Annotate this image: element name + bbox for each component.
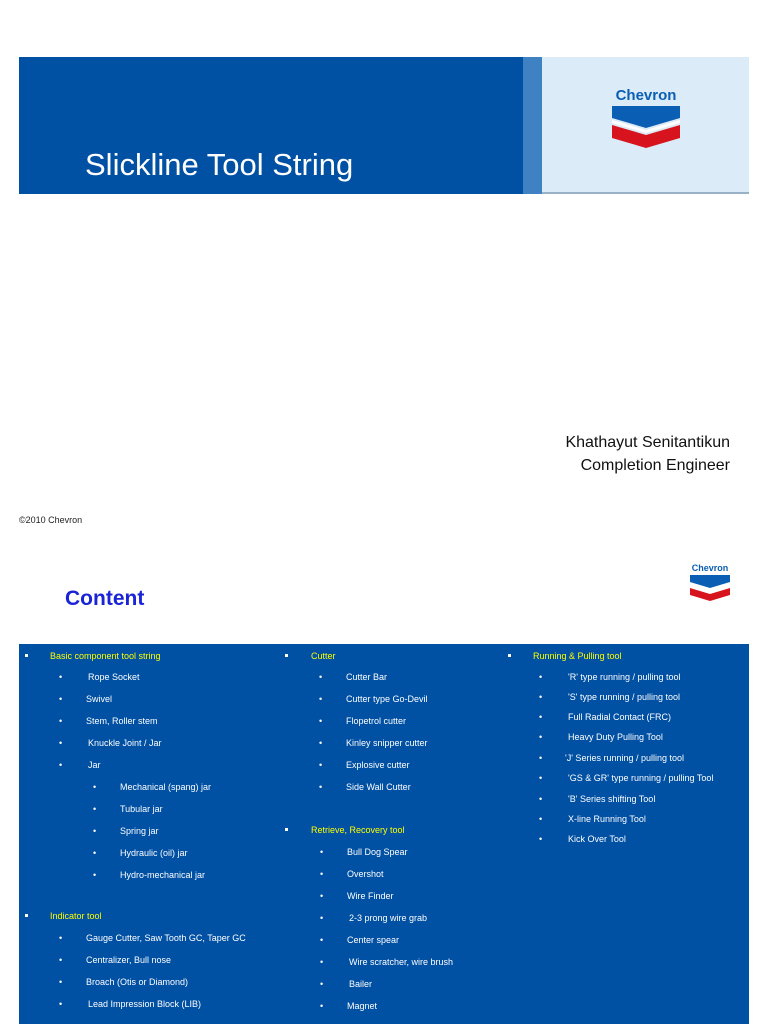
list-item: Kinley snipper cutter — [346, 738, 428, 748]
list-item: Lead Impression Block (LIB) — [88, 999, 202, 1009]
list-item: Spring jar — [120, 826, 159, 836]
list-item: 'GS & GR' type running / pulling Tool — [568, 773, 714, 783]
title-band-accent — [523, 57, 542, 194]
list-item: Gauge Cutter, Saw Tooth GC, Taper GC — [86, 933, 246, 943]
list-item: Explosive cutter — [346, 760, 410, 770]
content-panel — [19, 644, 749, 1024]
chevron-logo-text: Chevron — [615, 87, 677, 104]
list-item: Full Radial Contact (FRC) — [568, 712, 672, 722]
bullet: • — [539, 712, 543, 722]
bullet: • — [319, 782, 323, 792]
logo-band — [542, 57, 749, 194]
bullet: • — [320, 979, 324, 989]
list-item: Bailer — [349, 979, 373, 989]
bullet: • — [59, 977, 63, 987]
list-item: Knuckle Joint / Jar — [88, 738, 162, 748]
col1-heading2: Indicator tool — [50, 911, 102, 921]
content-slide — [0, 545, 768, 1024]
bullet: • — [59, 999, 63, 1009]
bullet: • — [59, 716, 63, 726]
list-item: Side Wall Cutter — [346, 782, 411, 792]
bullet — [25, 654, 28, 657]
bullet: • — [539, 672, 543, 682]
slide-title: Slickline Tool String — [85, 147, 354, 182]
list-item: X-line Running Tool — [568, 814, 646, 824]
list-item: Cutter Bar — [346, 672, 388, 682]
bullet: • — [539, 732, 543, 742]
bullet: • — [319, 738, 323, 748]
bullet: • — [93, 848, 97, 858]
bullet: • — [320, 891, 324, 901]
bullet: • — [539, 814, 543, 824]
bullet: • — [93, 782, 97, 792]
list-item: Tubular jar — [120, 804, 163, 814]
list-item: Broach (Otis or Diamond) — [86, 977, 189, 987]
bullet: • — [320, 869, 324, 879]
list-item: Stem, Roller stem — [86, 716, 158, 726]
content-title: Content — [65, 587, 145, 610]
list-item: Hydraulic (oil) jar — [120, 848, 188, 858]
list-item: Centralizer, Bull nose — [86, 955, 172, 965]
list-item: Overshot — [347, 869, 384, 879]
list-item: Swivel — [86, 694, 113, 704]
bullet: • — [93, 870, 97, 880]
bullet: • — [59, 738, 63, 748]
list-item: Magnet — [347, 1001, 378, 1011]
bullet: • — [59, 933, 63, 943]
chevron-emblem-icon — [610, 104, 682, 150]
list-item: Rope Socket — [88, 672, 140, 682]
chevron-logo — [610, 87, 682, 150]
bullet: • — [59, 672, 63, 682]
bullet: • — [59, 955, 63, 965]
copyright-text: ©2010 Chevron — [19, 515, 83, 525]
list-item: 'B' Series shifting Tool — [568, 794, 656, 804]
bullet: • — [539, 834, 543, 844]
bullet: • — [539, 794, 543, 804]
bullet: • — [320, 913, 324, 923]
bullet: • — [320, 1001, 324, 1011]
bullet: • — [320, 847, 324, 857]
bullet: • — [539, 773, 543, 783]
bullet: • — [319, 694, 323, 704]
list-item: 'J' Series running / pulling tool — [565, 753, 685, 763]
bullet: • — [319, 716, 323, 726]
col2-heading2: Retrieve, Recovery tool — [311, 825, 405, 835]
bullet: • — [319, 760, 323, 770]
bullet: • — [539, 692, 543, 702]
list-item: Heavy Duty Pulling Tool — [568, 732, 663, 742]
chevron-logo-small-text: Chevron — [691, 563, 729, 573]
list-item: Cutter type Go-Devil — [346, 694, 428, 704]
chevron-emblem-small-icon — [688, 573, 732, 603]
list-item: Mechanical (spang) jar — [120, 782, 212, 792]
list-item: 2-3 prong wire grab — [349, 913, 428, 923]
bullet — [285, 654, 288, 657]
presenter-block — [565, 431, 730, 477]
col3-heading: Running & Pulling tool — [533, 651, 622, 661]
list-item: 'S' type running / pulling tool — [568, 692, 681, 702]
bullet: • — [320, 957, 324, 967]
chevron-logo-small — [688, 563, 732, 603]
list-item: Bull Dog Spear — [347, 847, 408, 857]
bullet: • — [93, 826, 97, 836]
presenter-role: Completion Engineer — [580, 457, 730, 474]
col2-heading: Cutter — [311, 651, 336, 661]
list-item: Center spear — [347, 935, 400, 945]
bullet: • — [59, 694, 63, 704]
list-item: Kick Over Tool — [568, 834, 626, 844]
bullet — [508, 654, 511, 657]
bullet: • — [319, 672, 323, 682]
bullet: • — [59, 760, 63, 770]
bullet: • — [539, 753, 543, 763]
list-item: 'R' type running / pulling tool — [568, 672, 681, 682]
list-item: Hydro-mechanical jar — [120, 870, 206, 880]
list-item: Jar — [88, 760, 101, 770]
list-item: Wire Finder — [347, 891, 394, 901]
bullet: • — [320, 935, 324, 945]
col1-heading: Basic component tool string — [50, 651, 161, 661]
bullet — [285, 828, 288, 831]
bullet — [25, 914, 28, 917]
list-item: Flopetrol cutter — [346, 716, 407, 726]
bullet: • — [93, 804, 97, 814]
list-item: Wire scratcher, wire brush — [349, 957, 454, 967]
presenter-name: Khathayut Senitantikun — [565, 434, 730, 451]
